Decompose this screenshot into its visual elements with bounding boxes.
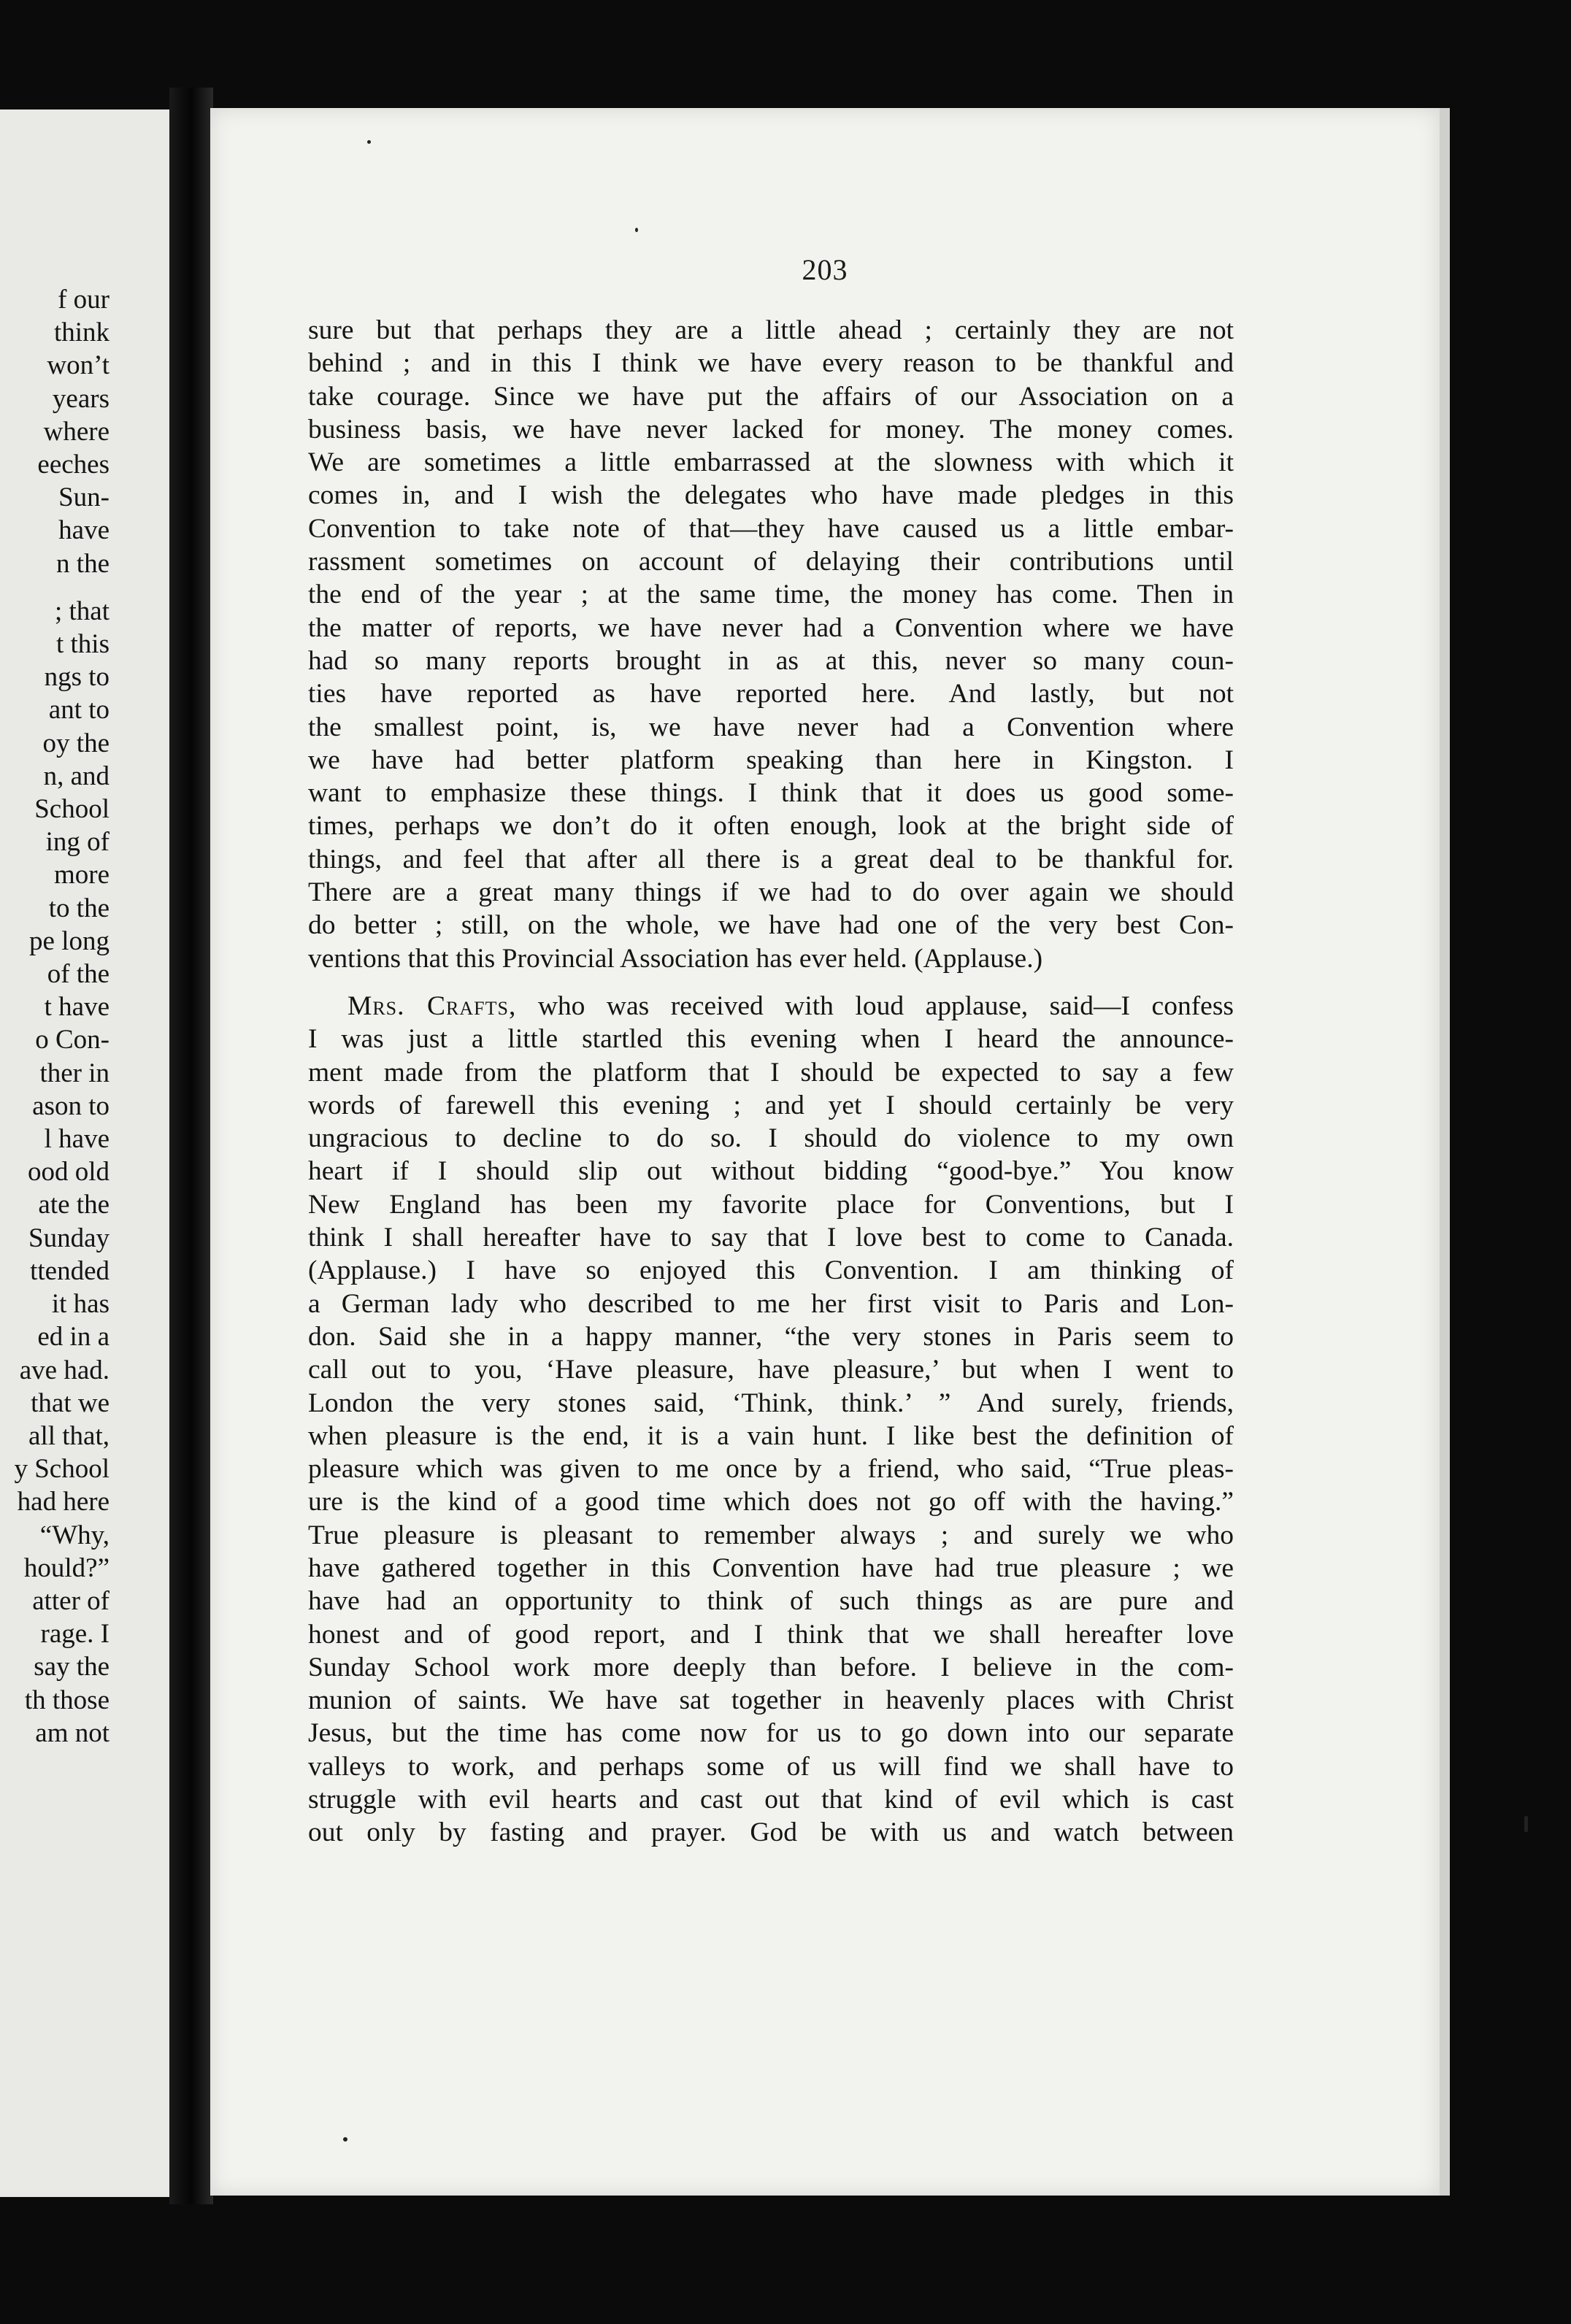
- left-fragment-line: am not: [35, 1717, 110, 1748]
- text-line: rassment sometimes on account of delaying their contributions until: [308, 547, 1234, 577]
- text-line: We are sometimes a little embarrassed at the slowness with which it: [308, 447, 1234, 478]
- text-line: ties have reported as have reported here. And lastly, but not: [308, 679, 1234, 709]
- first-line-text: who was received with loud applause, said—I confess: [516, 990, 1234, 1021]
- text-line: we have had better platform speaking than here in Kingston. I: [308, 744, 1234, 775]
- left-fragment-line: o Con-: [35, 1025, 110, 1055]
- text-line: ventions that this Provincial Association has ever held. (Applause.): [308, 943, 1043, 974]
- page-edge: [1440, 108, 1450, 2196]
- left-fragment-line: all that,: [28, 1420, 110, 1451]
- left-fragment-line: where: [43, 416, 110, 447]
- left-fragment-line: th those: [24, 1685, 110, 1715]
- speaker-name: Mrs. Crafts,: [347, 990, 517, 1021]
- text-line: have gathered together in this Convention have had true pleasure ; we: [308, 1552, 1234, 1583]
- left-fragment-line: it has: [51, 1289, 110, 1320]
- left-fragment-line: think: [53, 318, 110, 348]
- left-fragment-line: f our: [58, 285, 110, 315]
- text-line: call out to you, ‘Have pleasure, have pleasure,’ but when I went to: [308, 1355, 1234, 1385]
- left-page-fragment: [0, 109, 169, 2197]
- scan-speck: [1524, 1816, 1528, 1832]
- scan-speck: [367, 140, 371, 144]
- text-line: ure is the kind of a good time which does not go off with the having.”: [308, 1487, 1234, 1517]
- left-fragment-line: ood old: [27, 1157, 110, 1188]
- text-line: ungracious to decline to do so. I should do violence to my own: [308, 1123, 1234, 1154]
- left-fragment-line: ttended: [30, 1255, 110, 1286]
- paragraph-first-line: [308, 990, 1234, 1023]
- right-page: [210, 108, 1440, 2196]
- left-fragment-line: atter of: [32, 1585, 110, 1616]
- left-fragment-line: to the: [48, 893, 110, 923]
- paragraph-mrs-crafts: [308, 990, 1234, 1850]
- text-line: the smallest point, is, we have never had a Convention where: [308, 712, 1234, 742]
- left-fragment-line: had here: [17, 1487, 110, 1517]
- left-fragment-line: pe long: [29, 926, 110, 956]
- text-line: business basis, we have never lacked for money. The money comes.: [308, 414, 1234, 445]
- paragraph-closing-remarks: [308, 314, 1234, 975]
- left-fragment-line: that we: [31, 1388, 110, 1418]
- text-line: (Applause.) I have so enjoyed this Convention. I am thinking of: [308, 1255, 1234, 1286]
- left-fragment-line: School: [34, 794, 110, 825]
- text-line: honest and of good report, and I think that we shall hereafter love: [308, 1619, 1234, 1650]
- left-fragment-line: eeches: [37, 450, 110, 480]
- left-fragment-line: ; that: [54, 596, 110, 626]
- text-line: comes in, and I wish the delegates who have made pledges in this: [308, 480, 1234, 511]
- left-fragment-line: t have: [44, 992, 110, 1023]
- text-line: pleasure which was given to me once by a friend, who said, “True pleas-: [308, 1454, 1234, 1485]
- left-fragment-line: ther in: [39, 1058, 110, 1088]
- scan-speck: [343, 2137, 347, 2142]
- text-line: Jesus, but the time has come now for us to go down into our separate: [308, 1718, 1234, 1749]
- text-line: There are a great many things if we had to do over again we should: [308, 877, 1234, 908]
- text-line: the end of the year ; at the same time, the money has come. Then in: [308, 580, 1234, 610]
- left-fragment-line: years: [52, 383, 110, 414]
- left-fragment-line: ate the: [38, 1190, 110, 1220]
- left-fragment-line: ave had.: [19, 1355, 110, 1385]
- left-fragment-line: have: [58, 515, 110, 546]
- left-fragment-line: ing of: [45, 827, 110, 858]
- text-line: heart if I should slip out without bidding “good-bye.” You know: [308, 1156, 1234, 1187]
- text-line: times, perhaps we don’t do it often enough, look at the bright side of: [308, 811, 1234, 842]
- text-line: sure but that perhaps they are a little ahead ; certainly they are not: [308, 315, 1234, 345]
- text-line: want to emphasize these things. I think that it does us good some-: [308, 778, 1234, 809]
- left-fragment-line: “Why,: [39, 1520, 110, 1550]
- left-fragment-line: n, and: [43, 761, 110, 791]
- text-line: have had an opportunity to think of such things as are pure and: [308, 1586, 1234, 1617]
- left-page-text: [0, 109, 110, 1750]
- scan-speck: [635, 228, 638, 232]
- left-fragment-line: oy the: [42, 728, 110, 758]
- left-fragment-line: Sun-: [58, 482, 110, 513]
- left-fragment-line: more: [53, 860, 110, 890]
- text-line: valleys to work, and perhaps some of us will find we shall have to: [308, 1751, 1234, 1782]
- left-fragment-line: Sunday: [28, 1223, 110, 1253]
- text-line: out only by fasting and prayer. God be with us and watch between: [308, 1817, 1234, 1848]
- left-fragment-line: rage. I: [40, 1619, 110, 1650]
- left-fragment-line: y School: [14, 1454, 110, 1485]
- left-fragment-line: l have: [44, 1124, 110, 1155]
- text-line: ment made from the platform that I should be expected to say a few: [308, 1057, 1234, 1088]
- book-gutter: [169, 88, 213, 2204]
- left-fragment-line: ant to: [48, 695, 110, 726]
- left-fragment-line: ason to: [32, 1090, 110, 1121]
- text-line: the matter of reports, we have never had a Convention where we have: [308, 612, 1234, 643]
- text-line: words of farewell this evening ; and yet I should certainly be very: [308, 1090, 1234, 1120]
- text-line: things, and feel that after all there is a great deal to be thankful for.: [308, 844, 1234, 874]
- text-line: behind ; and in this I think we have every reason to be thankful and: [308, 348, 1234, 379]
- left-fragment-line: say the: [34, 1652, 110, 1682]
- text-line: had so many reports brought in as at this, never so many coun-: [308, 645, 1234, 676]
- body-text: [308, 314, 1234, 1850]
- left-fragment-line: n the: [56, 548, 110, 579]
- left-fragment-line: [0, 580, 110, 595]
- text-line: don. Said she in a happy manner, “the very stones in Paris seem to: [308, 1321, 1234, 1352]
- text-line: struggle with evil hearts and cast out that kind of evil which is cast: [308, 1785, 1234, 1815]
- left-fragment-line: ed in a: [37, 1322, 110, 1353]
- text-line: a German lady who described to me her first visit to Paris and Lon-: [308, 1288, 1234, 1319]
- text-line: I was just a little startled this evening when I heard the announce-: [308, 1024, 1234, 1055]
- text-line: Sunday School work more deeply than before. I believe in the com-: [308, 1652, 1234, 1682]
- page-number: 203: [802, 253, 848, 286]
- text-line: take courage. Since we have put the affairs of our Association on a: [308, 381, 1234, 412]
- text-line: True pleasure is pleasant to remember always ; and surely we who: [308, 1520, 1234, 1550]
- left-fragment-line: of the: [47, 959, 110, 990]
- text-line: do better ; still, on the whole, we have had one of the very best Con-: [308, 910, 1234, 941]
- left-fragment-line: ngs to: [44, 662, 110, 693]
- text-line: London the very stones said, ‘Think, think.’ ” And surely, friends,: [308, 1388, 1234, 1418]
- text-line: think I shall hereafter have to say that I love best to come to Canada.: [308, 1223, 1234, 1253]
- text-line: when pleasure is the end, it is a vain hunt. I like best the definition of: [308, 1420, 1234, 1451]
- text-line: New England has been my favorite place for Conventions, but I: [308, 1189, 1234, 1220]
- left-fragment-line: won’t: [47, 350, 110, 381]
- left-fragment-line: hould?”: [23, 1552, 110, 1583]
- left-fragment-line: t this: [56, 629, 110, 660]
- text-line: munion of saints. We have sat together in heavenly places with Christ: [308, 1685, 1234, 1716]
- text-line: Convention to take note of that—they have caused us a little embar-: [308, 513, 1234, 544]
